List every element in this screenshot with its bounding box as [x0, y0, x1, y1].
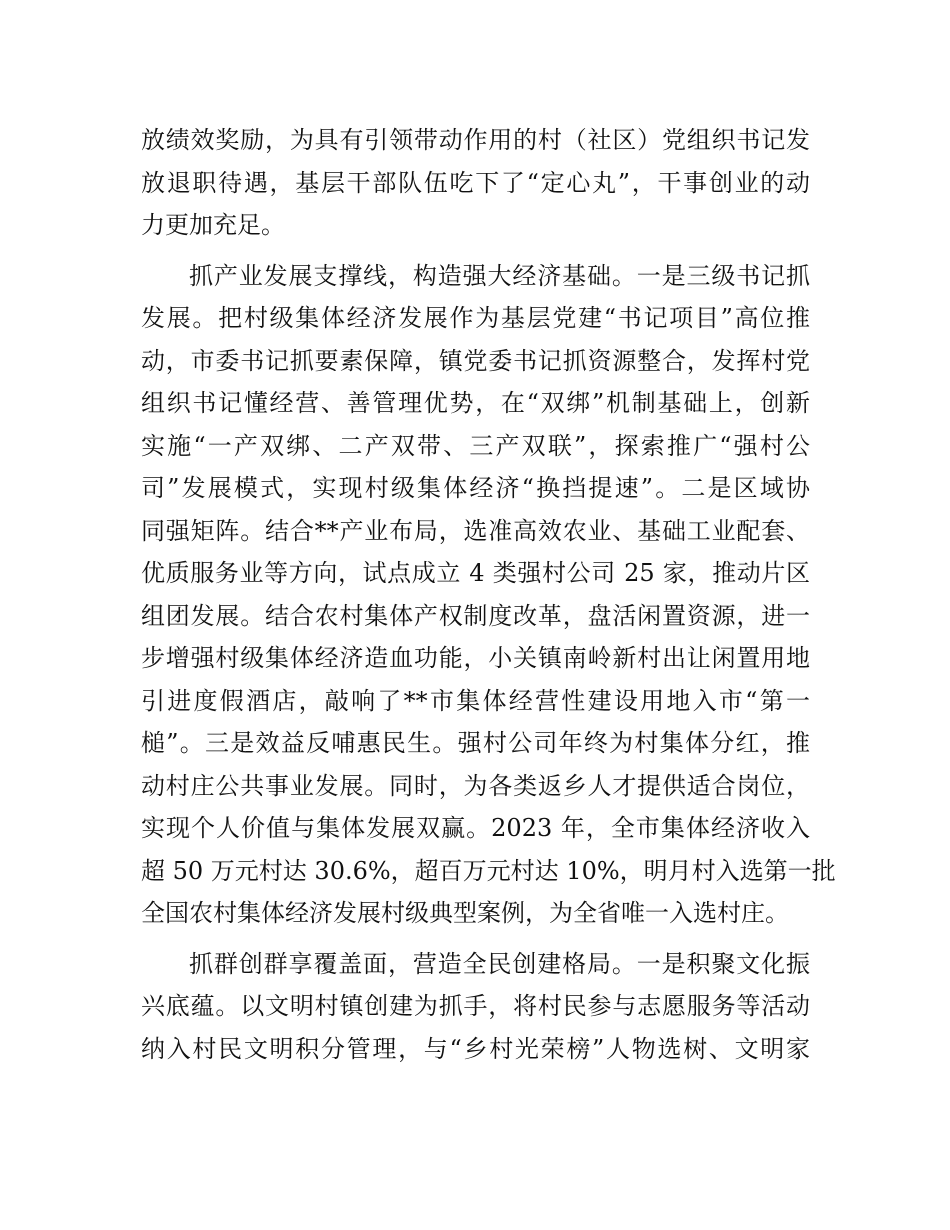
text-line: 抓群创群享覆盖面，营造全民创建格局。一是积聚文化振	[189, 949, 810, 978]
text-line: 动，市委书记抓要素保障，镇党委书记抓资源整合，发挥村党	[141, 346, 810, 375]
text-line: 全国农村集体经济发展村级典型案例，为全省唯一入选村庄。	[141, 899, 789, 927]
text-line: 组团发展。结合农村集体产权制度改革，盘活闲置资源，进一	[141, 601, 810, 630]
text-line: 兴底蕴。以文明村镇创建为抓手，将村民参与志愿服务等活动	[141, 992, 810, 1020]
text-line: 发展。把村级集体经济发展作为基层党建“书记项目”高位推	[141, 304, 810, 332]
paragraph-3	[141, 943, 810, 1071]
text-line: 动村庄公共事业发展。同时，为各类返乡人才提供适合岗位，	[141, 771, 810, 800]
text-line: 优质服务业等方向，试点成立 4 类强村公司 25 家，推动片区	[141, 559, 810, 587]
text-line: 放绩效奖励，为具有引领带动作用的村（社区）党组织书记发	[141, 126, 810, 154]
text-line: 实施“一产双绑、二产双带、三产双联”，探索推广“强村公	[141, 431, 810, 460]
text-line: 放退职待遇，基层干部队伍吃下了“定心丸”，干事创业的动	[141, 168, 810, 197]
text-line: 步增强村级集体经济造血功能，小关镇南岭新村出让闲置用地	[141, 644, 810, 672]
text-line: 力更加充足。	[141, 211, 285, 239]
text-line: 纳入村民文明积分管理，与“乡村光荣榜”人物选树、文明家	[141, 1034, 810, 1063]
paragraph-1	[141, 119, 810, 247]
text-line: 司”发展模式，实现村级集体经济“换挡提速”。二是区域协	[141, 474, 810, 502]
text-line: 槌”。三是效益反哺惠民生。强村公司年终为村集体分红，推	[141, 729, 810, 757]
text-line: 组织书记懂经营、善管理优势，在“双绑”机制基础上，创新	[141, 389, 810, 417]
paragraph-2	[141, 255, 836, 935]
text-line: 同强矩阵。结合**产业布局，选准高效农业、基础工业配套、	[141, 516, 810, 545]
text-line: 实现个人价值与集体发展双赢。2023 年，全市集体经济收入	[141, 814, 810, 842]
text-line: 引进度假酒店，敲响了**市集体经营性建设用地入市“第一	[141, 686, 810, 715]
text-line: 超 50 万元村达 30.6%，超百万元村达 10%，明月村入选第一批	[141, 856, 836, 885]
text-line: 抓产业发展支撑线，构造强大经济基础。一是三级书记抓	[189, 261, 810, 290]
